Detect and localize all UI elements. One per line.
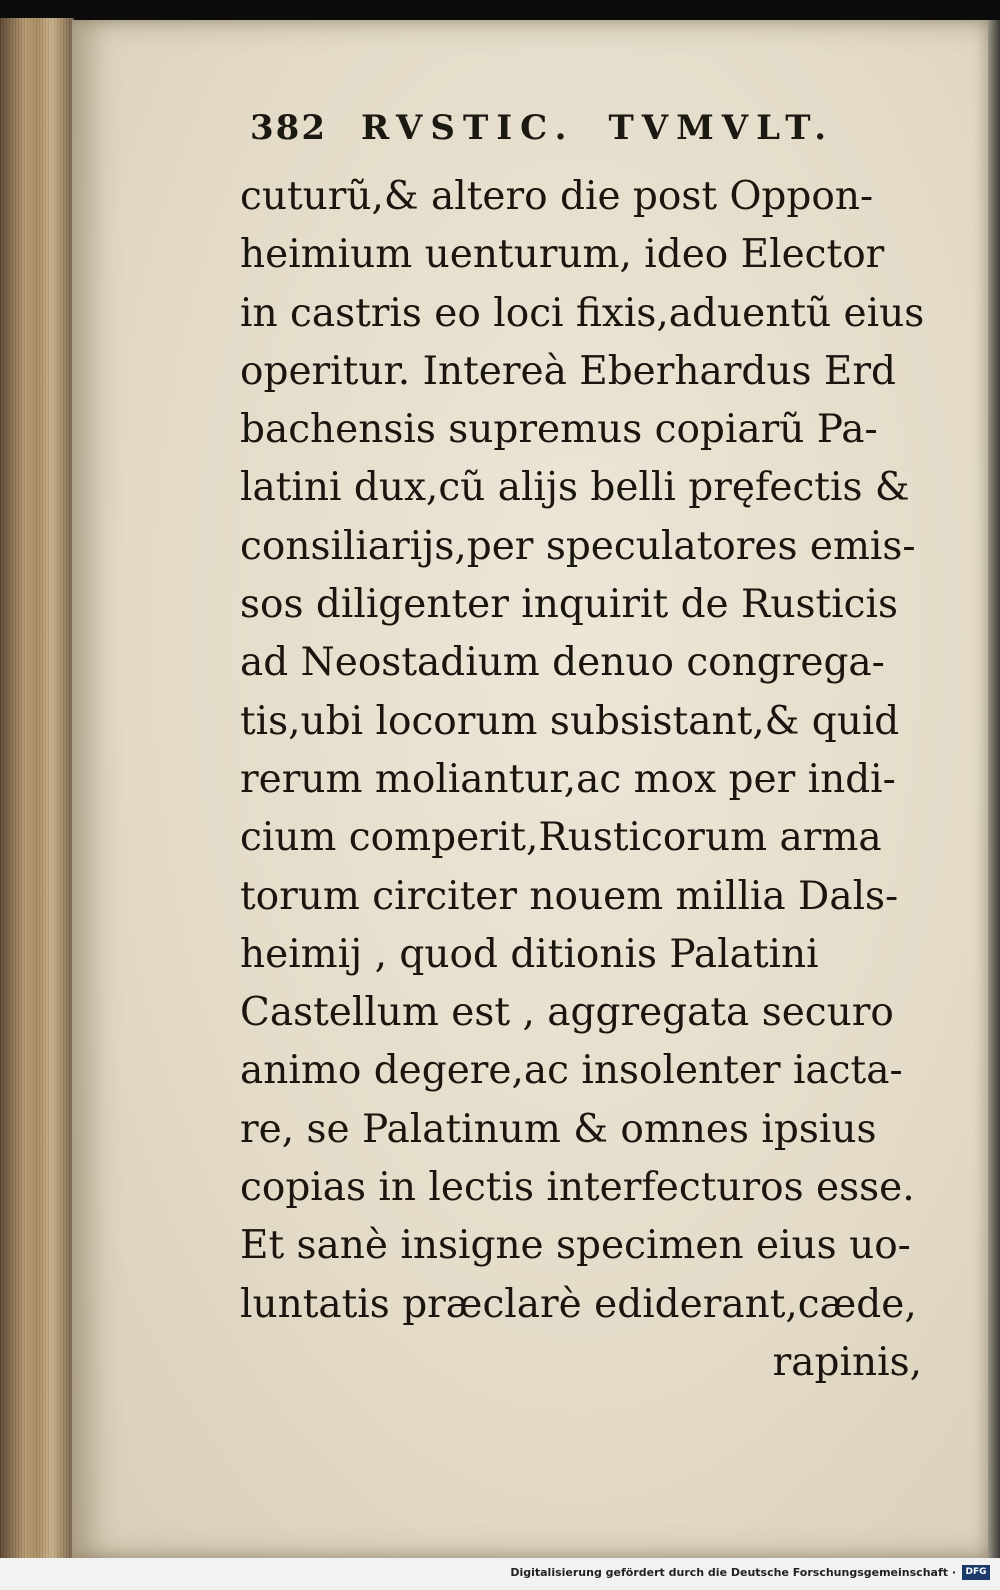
top-shadow bbox=[0, 0, 1000, 22]
page-right-edge bbox=[988, 20, 1000, 1558]
text-line: rerum moliantur,ac mox per indi- bbox=[240, 756, 896, 802]
running-head bbox=[250, 108, 900, 148]
catchword: rapinis, bbox=[772, 1339, 922, 1385]
book-page-edges bbox=[0, 18, 74, 1558]
text-line: torum circiter nouem millia Dals- bbox=[240, 873, 899, 919]
funding-credit: Digitalisierung gefördert durch die Deutsche Forschungsgemeinschaft · bbox=[510, 1566, 956, 1579]
text-line: luntatis præclarè ediderant,cæde, bbox=[240, 1281, 917, 1327]
text-line: sos diligenter inquirit de Rusticis bbox=[240, 582, 898, 628]
text-line: cuturũ,& altero die post Oppon- bbox=[240, 174, 874, 219]
text-line: Et sanè insigne specimen eius uo- bbox=[240, 1223, 911, 1269]
text-line: latini dux,cũ alijs belli pręfectis & bbox=[240, 465, 910, 511]
dfg-logo: DFG bbox=[962, 1565, 990, 1580]
text-line: in castris eo loci fixis,aduentũ eius bbox=[240, 290, 925, 336]
text-line: operitur. Intereà Eberhardus Erd bbox=[240, 348, 896, 394]
page-number: 382 bbox=[250, 108, 327, 148]
text-line: heimij , quod ditionis Palatini bbox=[240, 931, 819, 977]
text-line: cium comperit,Rusticorum arma bbox=[240, 815, 882, 861]
text-line: heimium uenturum, ideo Elector bbox=[240, 232, 885, 278]
text-line: copias in lectis interfecturos esse. bbox=[240, 1165, 915, 1211]
text-line: Castellum est , aggregata securo bbox=[240, 990, 894, 1036]
text-line: animo degere,ac insolenter iacta- bbox=[240, 1048, 903, 1094]
text-line: ad Neostadium denuo congrega- bbox=[240, 640, 885, 686]
running-title-left: RVSTIC. bbox=[360, 108, 575, 148]
text-line: re, se Palatinum & omnes ipsius bbox=[240, 1106, 877, 1152]
text-line: bachensis supremus copiarũ Pa- bbox=[240, 407, 878, 453]
running-title-right: TVMVLT. bbox=[608, 108, 835, 148]
text-line: tis,ubi locorum subsistant,& quid bbox=[240, 698, 900, 744]
text-line: consiliarijs,per speculatores emis- bbox=[240, 523, 916, 569]
body-text bbox=[240, 168, 960, 1392]
